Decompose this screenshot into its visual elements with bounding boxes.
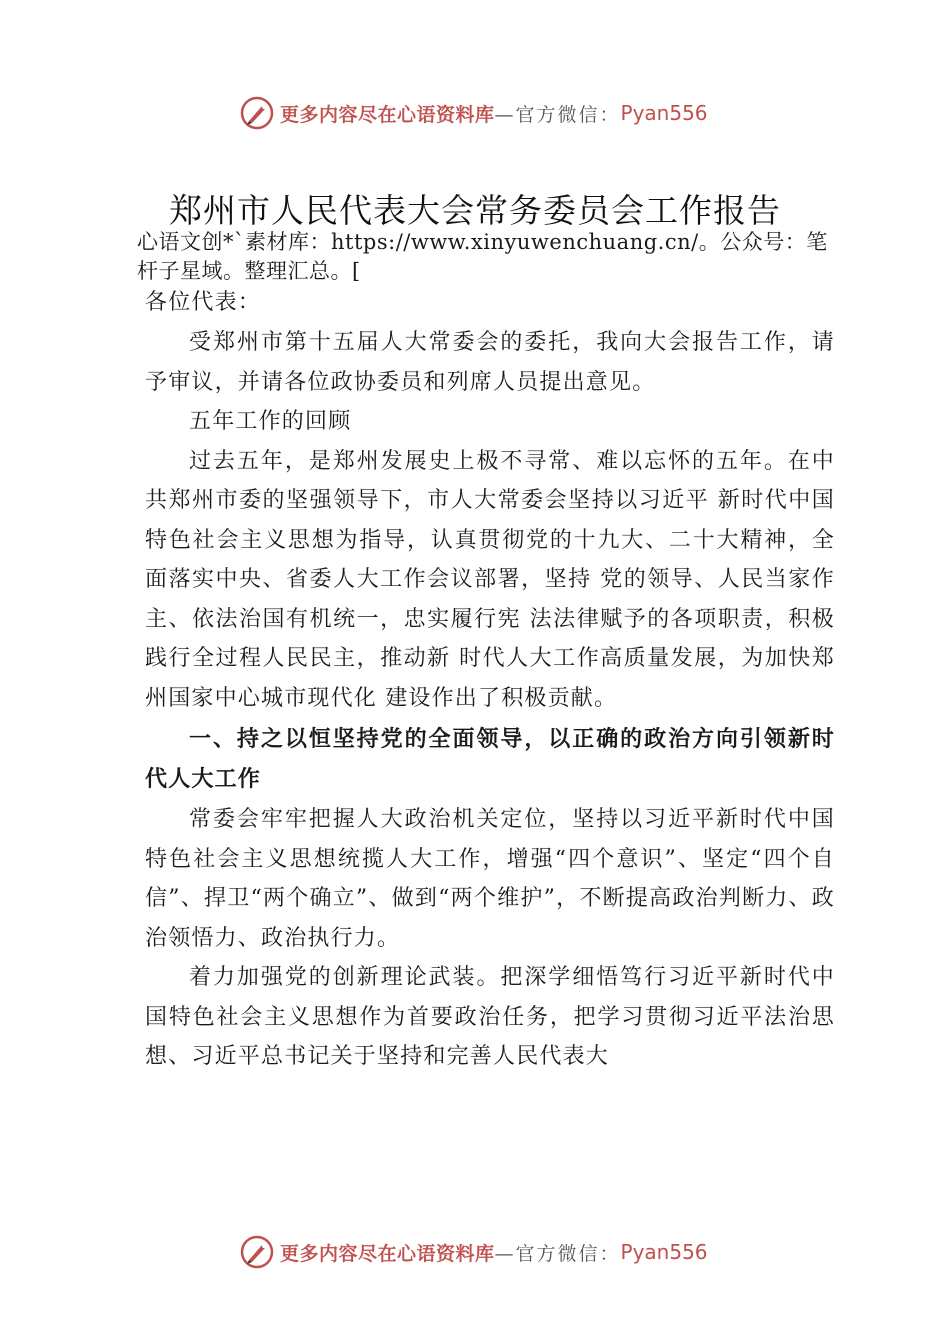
banner-wechat-id: Pyan556 <box>620 101 708 125</box>
document-body <box>145 286 835 1077</box>
body-paragraph: 过去五年，是郑州发展史上极不寻常、难以忘怀的五年。在中共郑州市委的坚强领导下，市人大常委会坚持以习近平 新时代中国特色社会主义思想为指导，认真贯彻党的十九大、二十大精神，全面落实中央、省委人大工作会议部署，坚持 党的领导、人民当家作主、依法治国有机统一，忠实履行宪 法法律赋予的各项职责，积极践行全过程人民民主，推动新 时代人大工作高质量发展，为加快郑州国家中心城市现代化 建设作出了积极贡献。 <box>145 448 835 711</box>
pen-logo-icon <box>240 1235 274 1269</box>
body-paragraph: 常委会牢牢把握人大政治机关定位，坚持以习近平新时代中国特色社会主义思想统揽人大工作，增强“四个意识”、坚定“四个自信”、捍卫“两个确立”、做到“两个维护”，不断提高政治判断力、政治领悟力、政治执行力。 <box>145 807 835 951</box>
header-banner <box>240 93 760 133</box>
banner-brand-text: 更多内容尽在心语资料库 <box>280 103 495 126</box>
greeting: 各位代表： <box>145 290 262 315</box>
pen-logo-icon <box>240 96 274 130</box>
document-title: 郑州市人民代表大会常务委员会工作报告 <box>169 191 781 230</box>
subheading-review: 五年工作的回顾 <box>189 409 352 434</box>
banner-official-text: —官方微信： <box>494 103 621 126</box>
banner-official-text: —官方微信： <box>494 1242 621 1265</box>
banner-brand-text: 更多内容尽在心语资料库 <box>280 1242 495 1265</box>
section-heading: 一、持之以恒坚持党的全面领导，以正确的政治方向引领新时代人大工作 <box>145 727 835 792</box>
body-paragraph: 着力加强党的创新理论武装。把深学细悟笃行习近平新时代中国特色社会主义思想作为首要政治任务，把学习贯彻习近平法治思想、习近平总书记关于坚持和完善人民代表大 <box>145 965 835 1069</box>
body-paragraph: 受郑州市第十五届人大常委会的委托，我向大会报告工作，请予审议，并请各位政协委员和列席人员提出意见。 <box>145 330 835 395</box>
banner-wechat-id: Pyan556 <box>620 1240 708 1264</box>
footer-banner <box>240 1232 760 1272</box>
source-note: 心语文创*`素材库：https://www.xinyuwenchuang.cn/。公众号：笔杆子星域。整理汇总。[ <box>137 230 828 283</box>
